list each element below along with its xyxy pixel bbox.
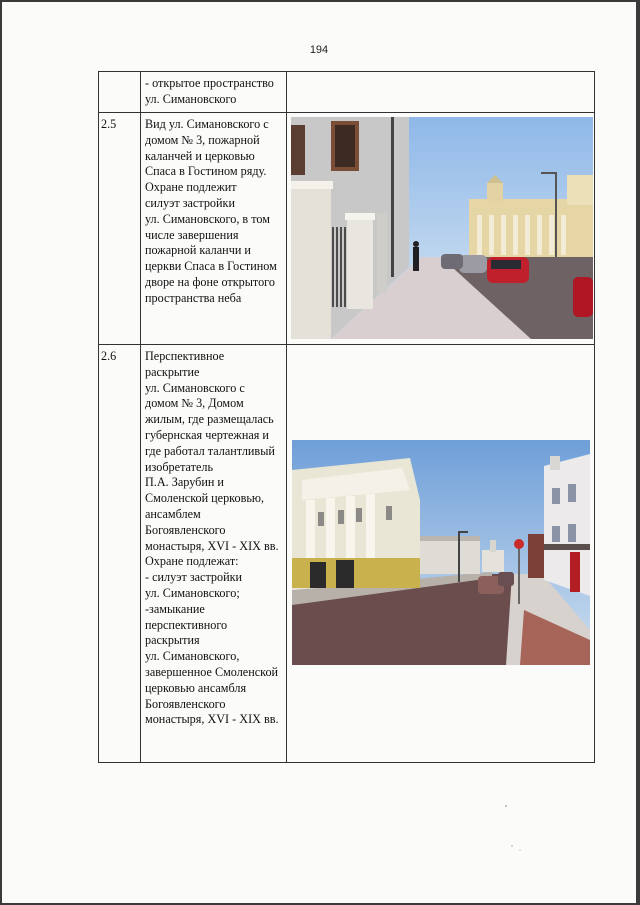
table-row [99, 345, 595, 763]
description-line: ансамблем [145, 506, 201, 521]
description-line: числе завершения [145, 227, 239, 242]
description-line: пространства неба [145, 290, 242, 305]
row-number: 2.6 [99, 345, 141, 763]
street-view-fire-tower-photo [291, 117, 593, 339]
description-line: дворе на фоне открытого [145, 274, 275, 289]
description-line: домом № 3, пожарной [145, 132, 260, 147]
description-line: силуэт застройки [145, 195, 235, 210]
description-line: ул. Симановского, в том [145, 211, 270, 226]
description-line: Богоявленского [145, 522, 226, 537]
row-number: 2.5 [99, 113, 141, 345]
description-line: ул. Симановского [145, 91, 237, 106]
description-line: раскрытия [145, 633, 200, 648]
street-perspective-photo [292, 440, 590, 665]
row-description [141, 72, 287, 113]
table-row [99, 72, 595, 113]
description-line: церковью ансамбля [145, 680, 247, 695]
description-line: П.А. Зарубин и [145, 475, 224, 490]
description-line: где работал талантливый [145, 443, 275, 458]
description-line: Спаса в Гостином ряду. [145, 164, 267, 179]
description-line: ул. Симановского с [145, 380, 245, 395]
description-line: монастыря, XVI - XIX вв. [145, 538, 279, 553]
description-line: завершенное Смоленской [145, 664, 279, 679]
photo-cell-empty [287, 72, 595, 113]
description-line: изобретатель [145, 459, 214, 474]
page-number: 194 [309, 44, 329, 56]
description-line: жилым, где размещалась [145, 412, 274, 427]
description-line: перспективного [145, 617, 228, 632]
description-line: Вид ул. Симановского с [145, 117, 269, 131]
row-description [141, 113, 287, 345]
description-line: каланчей и церковью [145, 148, 255, 163]
description-line: Перспективное [145, 349, 225, 363]
description-line: - силуэт застройки [145, 570, 243, 585]
description-line: монастыря, XVI - XIX вв. [145, 712, 279, 727]
description-line: ул. Симановского, [145, 649, 240, 664]
table-row [99, 113, 595, 345]
description-line: пожарной каланчи и [145, 243, 251, 258]
row-number [99, 72, 141, 113]
description-line: Смоленской церковью, [145, 491, 265, 506]
scan-specks [502, 802, 562, 862]
description-line: - открытое пространство [145, 76, 274, 90]
description-line: церкви Спаса в Гостином [145, 259, 277, 274]
description-line: -замыкание [145, 601, 205, 616]
description-line: домом № 3, Домом [145, 396, 244, 411]
document-page [2, 2, 636, 903]
protection-table [98, 71, 595, 763]
description-line: раскрытие [145, 364, 200, 379]
description-line: ул. Симановского; [145, 585, 240, 600]
photo-cell [287, 345, 595, 763]
photo-cell [287, 113, 595, 345]
description-line: губернская чертежная и [145, 427, 269, 442]
description-line: Богоявленского [145, 696, 226, 711]
row-description [141, 345, 287, 763]
description-line: Охране подлежит [145, 180, 237, 195]
description-line: Охране подлежат: [145, 554, 239, 569]
